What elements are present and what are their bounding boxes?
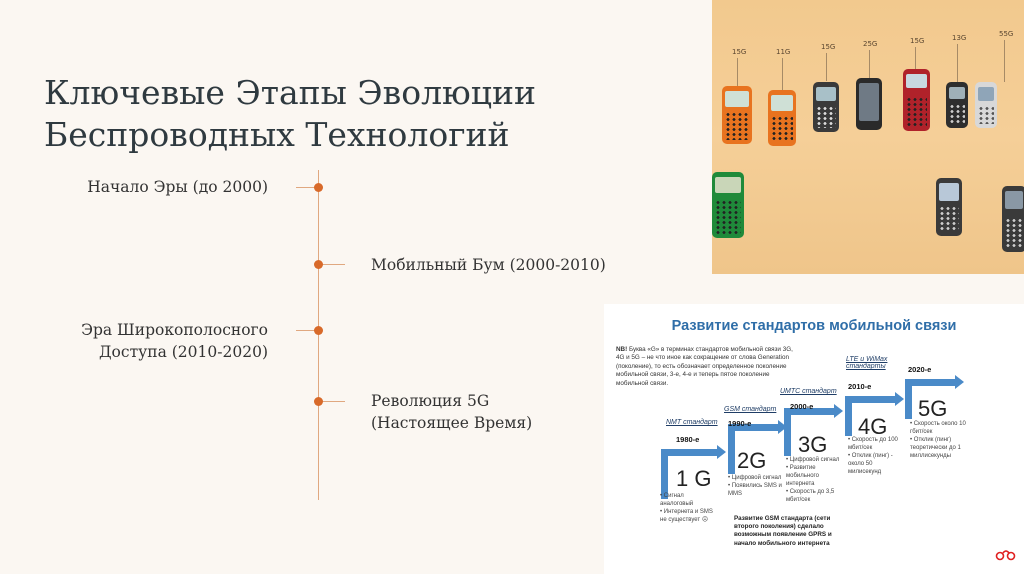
timeline-label-1: Начало Эры (до 2000) bbox=[87, 178, 268, 196]
phone-image bbox=[946, 82, 968, 128]
diagram-note bbox=[616, 346, 794, 388]
presentation-logo-icon bbox=[995, 548, 1017, 562]
timeline-dot bbox=[314, 397, 323, 406]
standard-label: GSM стандарт bbox=[724, 406, 777, 413]
stage-bullets: • Цифровой сигнал • Развитие мобильного интернета • Скорость до 3,5 мбит/сек bbox=[786, 457, 840, 503]
standard-label: NMT стандарт bbox=[666, 419, 718, 426]
stage-bullets: • Скорость до 100 мбит/сек • Отклик (пинг) - около 50 милисекунд bbox=[848, 437, 898, 475]
phone-image bbox=[903, 69, 930, 131]
note-text: Буква «G» в терминах стандартов мобильной связи 3G, 4G и 5G – не что иное как сокращение от слова Generation (поколение), то есть обозначает определенное поколение мобильной связи, 3-е, 4-е и теперь пятое поколение мобильной связи. bbox=[616, 346, 793, 387]
standard-label: LTE и WiMax стандарты bbox=[846, 356, 888, 370]
phones-photo bbox=[712, 0, 1024, 274]
stage-year: 1980-е bbox=[676, 435, 700, 444]
stage-bullets: • Цифровой сигнал • Появились SMS и MMS bbox=[728, 475, 782, 497]
stage-bullets: • Скорость около 10 гбит/сек • Отклик (пинг) теоретически до 1 миллисекунды bbox=[910, 421, 966, 459]
stage-year: 2020-е bbox=[908, 365, 932, 374]
stage-year: 2000-е bbox=[790, 402, 814, 411]
phone-image bbox=[768, 90, 796, 146]
phone-image bbox=[856, 78, 882, 130]
timeline-dot bbox=[314, 260, 323, 269]
phone-image bbox=[1002, 186, 1024, 252]
timeline-line bbox=[318, 170, 319, 500]
stage-year: 1990-е bbox=[728, 419, 752, 428]
phone-image bbox=[975, 82, 997, 128]
phone-image bbox=[813, 82, 839, 132]
timeline-dot bbox=[314, 183, 323, 192]
stage-year: 2010-е bbox=[848, 382, 872, 391]
gsm-note: Развитие GSM стандарта (сети второго поколения) сделало возможным появление GPRS и начало мобильного интернета bbox=[734, 515, 832, 547]
generation-tag: 11G bbox=[776, 48, 791, 56]
timeline-label-2: Мобильный Бум (2000-2010) bbox=[371, 256, 606, 274]
diagram-title: Развитие стандартов мобильной связи bbox=[671, 318, 957, 334]
note-label: NB! bbox=[616, 346, 628, 353]
timeline-label-3: Эра Широкополосного Доступа (2010-2020) bbox=[81, 321, 268, 361]
generation-tag: 15G bbox=[821, 43, 836, 51]
phone-image bbox=[712, 172, 744, 238]
generation-label: 2G bbox=[737, 448, 767, 473]
timeline-label-4: Революция 5G (Настоящее Время) bbox=[371, 392, 533, 432]
slide-title: Ключевые Этапы Эволюции Беспроводных Технологий bbox=[44, 73, 536, 154]
phone-image bbox=[936, 178, 962, 236]
generation-label: 5G bbox=[918, 396, 948, 421]
standard-label: UMTC стандарт bbox=[780, 388, 837, 395]
generation-label: 3G bbox=[798, 432, 828, 457]
stage-bullets: • Сигнал аналоговый • Интернета и SMS не существует ☹ bbox=[660, 493, 713, 523]
standards-diagram bbox=[604, 304, 1024, 574]
generation-tag: 55G bbox=[999, 30, 1014, 38]
generation-tag: 13G bbox=[952, 34, 967, 42]
generation-tag: 25G bbox=[863, 40, 878, 48]
generation-tag: 15G bbox=[732, 48, 747, 56]
phone-image bbox=[722, 86, 752, 144]
timeline-dot bbox=[314, 326, 323, 335]
generation-tag: 15G bbox=[910, 37, 925, 45]
generation-label: 1 G bbox=[676, 466, 712, 491]
generation-label: 4G bbox=[858, 414, 888, 439]
